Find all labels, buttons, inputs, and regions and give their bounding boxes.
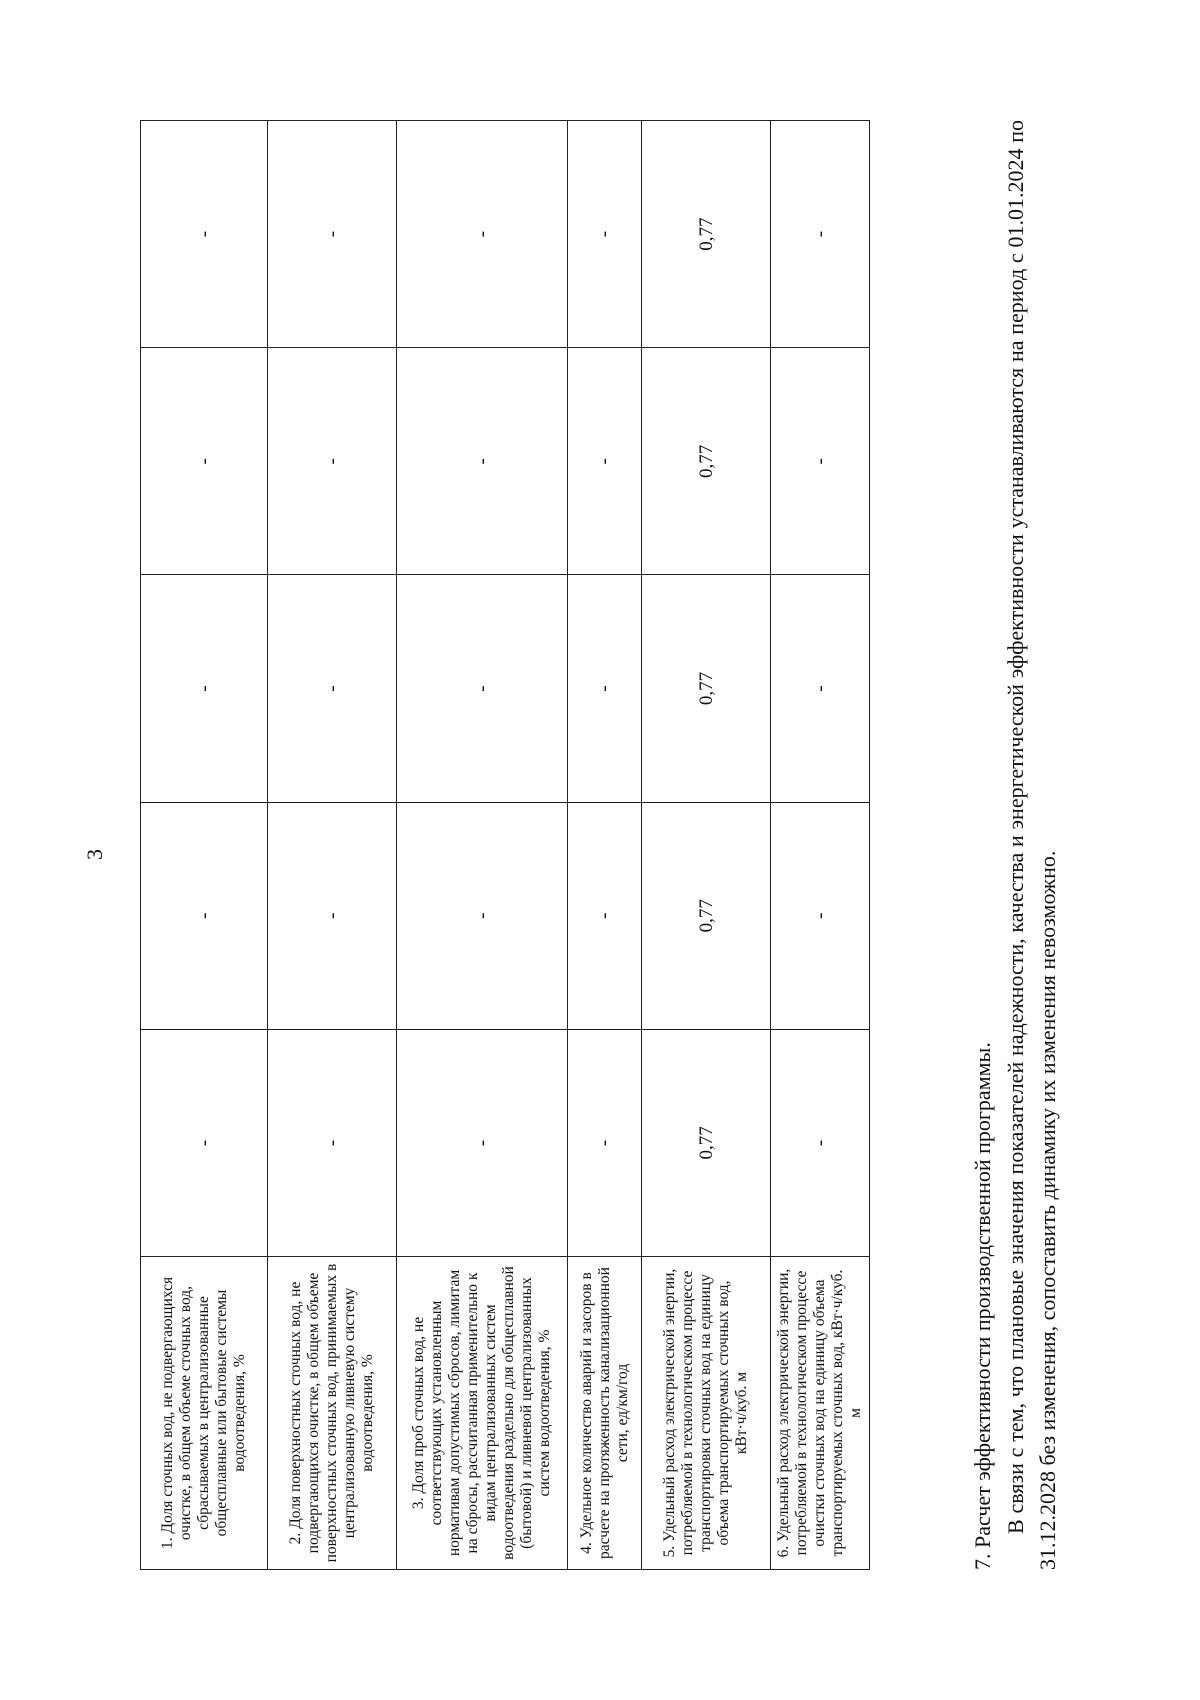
value-cell: - (568, 575, 642, 802)
value-cell: 0,77 (642, 348, 771, 575)
value-cell: - (568, 348, 642, 575)
value-cell: - (268, 121, 397, 348)
value-cell: - (568, 1029, 642, 1256)
table-row (771, 121, 870, 1570)
value-cell: - (568, 802, 642, 1029)
page-number: 3 (82, 849, 107, 860)
indicator-cell: 1. Доля сточных вод, не подвергающихся очистке, в общем объеме сточных вод, сбрасываемых в централизованные общесплавные или бытовые системы водоотведения, % (141, 1257, 268, 1570)
value-cell: - (397, 121, 568, 348)
value-cell: 0,77 (642, 121, 771, 348)
table-row (268, 121, 397, 1570)
value-cell: - (397, 575, 568, 802)
table-row (568, 121, 642, 1570)
indicator-cell: 6. Удельный расход электрической энергии, потребляемой в технологическом процессе очистки сточных вод на единицу объема транспортируемых сточных вод, кВт·ч/куб. м (771, 1257, 870, 1570)
indicator-cell: 5. Удельный расход электрической энергии, потребляемой в технологическом процессе транспортировки сточных вод на единицу объема транспортируемых сточных вод, кВт·ч/куб. м (642, 1257, 771, 1570)
value-cell: - (141, 1029, 268, 1256)
value-cell: - (268, 1029, 397, 1256)
value-cell: - (771, 575, 870, 802)
value-cell: - (568, 121, 642, 348)
value-cell: 0,77 (642, 575, 771, 802)
value-cell: - (397, 1029, 568, 1256)
indicators-table (140, 120, 870, 1570)
value-cell: - (141, 575, 268, 802)
value-cell: 0,77 (642, 1029, 771, 1256)
table-row (141, 121, 268, 1570)
value-cell: - (771, 121, 870, 348)
indicator-cell: 3. Доля проб сточных вод, не соответствующих установленным нормативам допустимых сбросов, лимитам на сбросы, рассчитанная применительно к видам централизованных систем водоотведения раздельно для общесплавной (бытовой) и ливневой централизованных систем водоотведения, % (397, 1257, 568, 1570)
value-cell: - (397, 802, 568, 1029)
table-row (642, 121, 771, 1570)
value-cell: - (771, 348, 870, 575)
section-title: 7. Расчет эффективности производственной программы. (970, 1042, 995, 1570)
value-cell: - (141, 348, 268, 575)
value-cell: - (268, 575, 397, 802)
table-row (397, 121, 568, 1570)
value-cell: - (141, 802, 268, 1029)
indicator-cell: 2. Доля поверхностных сточных вод, не подвергающихся очистке, в общем объеме поверхностных сточных вод, принимаемых в централизованную ливневую систему водоотведения, % (268, 1257, 397, 1570)
indicator-cell: 4. Удельное количество аварий и засоров в расчете на протяженность канализационной сети, ед/км/год (568, 1257, 642, 1570)
value-cell: - (771, 1029, 870, 1256)
value-cell: - (397, 348, 568, 575)
value-cell: 0,77 (642, 802, 771, 1029)
value-cell: - (268, 802, 397, 1029)
value-cell: - (268, 348, 397, 575)
efficiency-paragraph: В связи с тем, что плановые значения показателей надежности, качества и энергетической эффективности устанавливаются на период с 01.01.2024 по 31.12.2028 без изменения, сопоставить динамику их изменения невозможно. (1003, 120, 1060, 1570)
value-cell: - (141, 121, 268, 348)
value-cell: - (771, 802, 870, 1029)
